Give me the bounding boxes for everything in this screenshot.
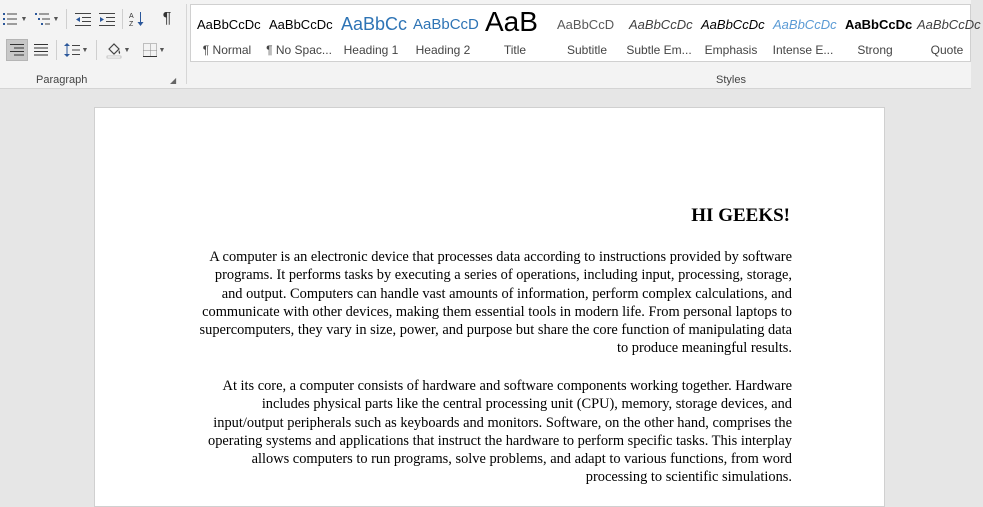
document-page[interactable] (94, 107, 885, 507)
separator (56, 40, 57, 60)
style-name: Heading 1 (343, 43, 399, 57)
document-area (0, 89, 971, 488)
chevron-down-icon: ▼ (81, 46, 89, 54)
multilevel-list-button[interactable] (32, 8, 62, 30)
style-name: Title (503, 43, 527, 57)
borders-button[interactable] (138, 39, 170, 61)
style-normal[interactable] (191, 5, 263, 61)
paragraph-group (0, 0, 186, 89)
align-right-icon (10, 44, 24, 56)
style-preview: AaBbCcDc (845, 17, 913, 32)
increase-indent-icon (99, 12, 115, 26)
style-preview: AaBbCcDc (773, 17, 837, 32)
document-title: HI GEEKS! (691, 205, 790, 226)
style-preview: AaBbCcDc (917, 17, 981, 32)
decrease-indent-icon (75, 12, 91, 26)
justify-button[interactable] (30, 39, 52, 61)
paragraph-group-label: Paragraph (36, 74, 88, 86)
styles-group-label: Styles (716, 74, 746, 86)
style-title[interactable] (479, 5, 551, 61)
style-name: Heading 2 (415, 43, 471, 57)
style-preview: AaBbCcDc (269, 17, 333, 32)
chevron-down-icon: ▼ (158, 46, 166, 54)
style-name: Strong (857, 43, 893, 57)
style-name: Intense E... (772, 43, 834, 57)
borders-icon (143, 43, 157, 57)
dialog-launcher-icon[interactable]: ◢ (170, 76, 177, 85)
style-preview: AaBbCcDc (701, 17, 765, 32)
svg-text:A: A (129, 13, 134, 20)
align-right-button[interactable] (6, 39, 28, 61)
pilcrow-icon: ¶ (162, 10, 172, 27)
style-heading-2[interactable] (407, 5, 479, 61)
style-preview: AaB (485, 6, 538, 37)
multilevel-list-icon (35, 12, 51, 26)
chevron-down-icon: ▼ (52, 15, 60, 23)
style-preview: AaBbCc (341, 14, 408, 34)
chevron-down-icon: ▼ (123, 46, 131, 54)
style-name: Quote (930, 43, 964, 57)
chevron-down-icon: ▼ (20, 15, 28, 23)
justify-icon (34, 44, 48, 56)
styles-gallery (190, 4, 981, 62)
style-subtitle[interactable] (551, 5, 623, 61)
document-paragraph: At its core, a computer consists of hardware and software components working together. Hardware includes physical parts like the central processing unit (CPU), memory, storage devices, and input/output peripherals such as keyboards and monitors. Software, on the other hand, comprises the operating systems and applications that instruct the hardware to perform specific tasks. This interplay allows computers to run programs, solve problems, and adapt to various functions, from word processing to scientific simulations. (208, 378, 792, 486)
ribbon (0, 0, 981, 89)
bullets-button[interactable] (0, 8, 30, 30)
decrease-indent-button[interactable] (72, 8, 94, 30)
style-name: ¶ Normal (202, 43, 252, 57)
style-name: Subtitle (566, 43, 608, 57)
increase-indent-button[interactable] (96, 8, 118, 30)
style-name: ¶ No Spac... (266, 43, 332, 57)
bullets-icon (3, 12, 19, 26)
line-spacing-button[interactable] (60, 39, 92, 61)
style-intense-emphasis[interactable] (767, 5, 839, 61)
separator (122, 9, 123, 29)
sort-icon (129, 11, 145, 27)
style-strong[interactable] (839, 5, 911, 61)
separator (96, 40, 97, 60)
sort-button[interactable] (126, 8, 148, 30)
document-paragraph: A computer is an electronic device that processes data according to instructions provided by software programs. It performs tasks by executing a series of operations, including input, processing, storage, and output. Computers can handle vast amounts of information, perform complex calculations, and communicate with other devices, making them essential tools in modern life. From personal laptops to supercomputers, they vary in size, power, and purpose but share the core function of manipulating data to produce meaningful results. (199, 249, 792, 357)
separator (66, 9, 67, 29)
style-preview: AaBbCcDc (197, 17, 261, 32)
group-separator (186, 4, 187, 84)
show-formatting-marks-button[interactable] (156, 8, 178, 30)
shading-button[interactable] (102, 39, 134, 61)
svg-text:Z: Z (129, 21, 134, 28)
line-spacing-icon (64, 43, 80, 57)
style-heading-1[interactable] (335, 5, 407, 61)
style-name: Emphasis (704, 43, 758, 57)
style-quote[interactable] (911, 5, 983, 61)
style-preview: AaBbCcD (557, 17, 615, 32)
style-no-spacing[interactable] (263, 5, 335, 61)
style-emphasis[interactable] (695, 5, 767, 61)
style-preview: AaBbCcD (413, 16, 479, 33)
style-preview: AaBbCcDc (629, 17, 693, 32)
paint-bucket-icon (106, 42, 122, 58)
style-name: Subtle Em... (626, 43, 692, 57)
style-subtle-emphasis[interactable] (623, 5, 695, 61)
